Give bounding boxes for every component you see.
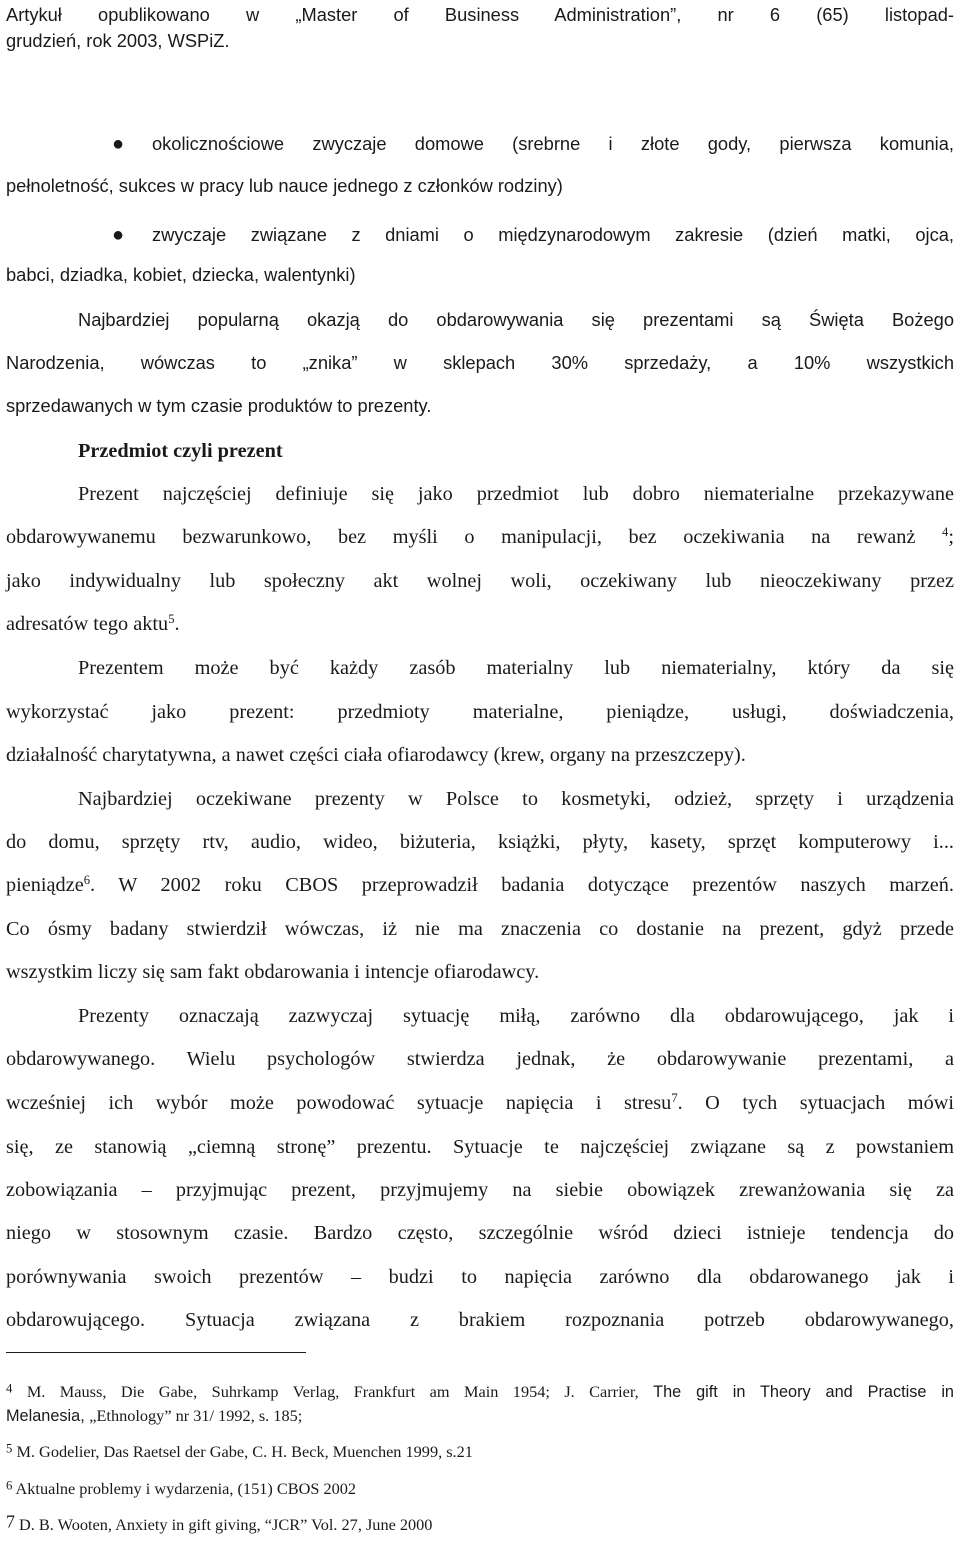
bullet-2-line-1: zwyczaje związane z dniami o międzynarodowym zakresie (dzień matki, ojca,	[152, 224, 954, 245]
footnote-7: 7 D. B. Wooten, Anxiety in gift giving, “JCR” Vol. 27, June 2000	[6, 1511, 433, 1534]
bullet-1-line-1: okolicznościowe zwyczaje domowe (srebrne i złote gody, pierwsza komunia,	[152, 133, 954, 154]
p3-line-5: wszystkim liczy się sam fakt obdarowania i intencje ofiarodawcy.	[6, 961, 540, 983]
section-title: Przedmiot czyli prezent	[78, 440, 283, 462]
p1-line-1: Prezent najczęściej definiuje się jako przedmiot lub dobro niematerialne przekazywane	[78, 483, 954, 505]
footnote-number: 5	[6, 1441, 13, 1456]
header-line-2: grudzień, rok 2003, WSPiZ.	[6, 30, 230, 51]
p2-line-2: wykorzystać jako prezent: przedmioty materialne, pieniądze, usługi, doświadczenia,	[6, 701, 954, 723]
p1-line-2: obdarowywanemu bezwarunkowo, bez myśli o manipulacji, bez oczekiwania na rewanż $^4$;	[6, 525, 954, 548]
footnote-4-line-2: Melanesia, „Ethnology” nr 31/ 1992, s. 185;	[6, 1406, 303, 1425]
footnote-ref: 4	[942, 525, 949, 540]
footnote-ref: 5	[168, 612, 175, 627]
intro-line-1: Najbardziej popularną okazją do obdarowywania się prezentami są Święta Bożego	[78, 309, 954, 330]
p4-line-8: obdarowującego. Sytuacja związana z brakiem rozpoznania potrzeb obdarowywanego,	[6, 1309, 954, 1331]
footnote-separator	[6, 1352, 306, 1353]
p4-line-7: porównywania swoich prezentów – budzi to napięcia zarówno dla obdarowanego jak i	[6, 1266, 954, 1288]
p4-line-6: niego w stosownym czasie. Bardzo często, szczególnie wśród dzieci istnieje tendencja do	[6, 1222, 954, 1244]
p2-line-3: działalność charytatywna, a nawet części ciała ofiarodawcy (krew, organy na przeszczepy).	[6, 744, 746, 766]
footnote-6: $^6$ Aktualne problemy i wydarzenia, (151) CBOS 2002	[6, 1478, 357, 1498]
p4-line-1: Prezenty oznaczają zazwyczaj sytuację miłą, zarówno dla obdarowującego, jak i	[78, 1005, 954, 1027]
footnote-number: 4	[6, 1381, 13, 1396]
p3-line-4: Co ósmy badany stwierdził wówczas, iż nie ma znaczenia co dostanie na prezent, gdyż przede	[6, 918, 954, 940]
intro-line-2: Narodzenia, wówczas to „znika” w sklepach 30% sprzedaży, a 10% wszystkich	[6, 352, 954, 373]
footnote-number: 6	[6, 1478, 13, 1493]
p4-line-2: obdarowywanego. Wielu psychologów stwierdza jednak, że obdarowywanie prezentami, a	[6, 1048, 954, 1070]
header-line-1: Artykuł opublikowano w „Master of Business Administration”, nr 6 (65) listopad-	[6, 4, 954, 25]
footnote-number: 7	[6, 1511, 15, 1532]
p4-line-4: się, ze stanowią „ciemną stronę” prezentu. Sytuacje te najczęściej związane są z powstaniem	[6, 1136, 954, 1158]
footnote-5: $^5$ M. Godelier, Das Raetsel der Gabe, C. H. Beck, Muenchen 1999, s.21	[6, 1441, 473, 1461]
p4-line-3: wcześniej ich wybór może powodować sytuacje napięcia i stresu$^7$. O tych sytuacjach mówi	[6, 1091, 954, 1114]
intro-line-3: sprzedawanych w tym czasie produktów to prezenty.	[6, 395, 432, 416]
p3-line-3: pieniądze$^6$. W 2002 roku CBOS przeprowadził badania dotyczące prezentów naszych marzeń.	[6, 873, 954, 896]
bullet-dot: ●	[112, 133, 125, 155]
p1-line-3: jako indywidualny lub społeczny akt wolnej woli, oczekiwany lub nieoczekiwany przez	[6, 570, 954, 592]
bullet-dot: ●	[112, 224, 125, 246]
bullet-2-line-2: babci, dziadka, kobiet, dziecka, walentynki)	[6, 264, 356, 285]
bullet-1-line-2: pełnoletność, sukces w pracy lub nauce jednego z członków rodziny)	[6, 175, 563, 196]
footnote-ref: 7	[671, 1091, 678, 1106]
footnote-ref: 6	[83, 873, 90, 888]
p3-line-1: Najbardziej oczekiwane prezenty w Polsce to kosmetyki, odzież, sprzęty i urządzenia	[78, 788, 954, 810]
footnote-4-line-1: $^4$ M. Mauss, Die Gabe, Suhrkamp Verlag, Frankfurt am Main 1954; J. Carrier, The gift in Theory and Practise in	[6, 1381, 954, 1401]
p3-line-2: do domu, sprzęty rtv, audio, wideo, biżuteria, książki, płyty, kasety, sprzęt komputerowy i...	[6, 831, 954, 853]
p2-line-1: Prezentem może być każdy zasób materialny lub niematerialny, który da się	[78, 657, 954, 679]
p4-line-5: zobowiązania – przyjmując prezent, przyjmujemy na siebie obowiązek zrewanżowania się za	[6, 1179, 954, 1201]
p1-line-4: adresatów tego aktu$^5$.	[6, 612, 180, 635]
